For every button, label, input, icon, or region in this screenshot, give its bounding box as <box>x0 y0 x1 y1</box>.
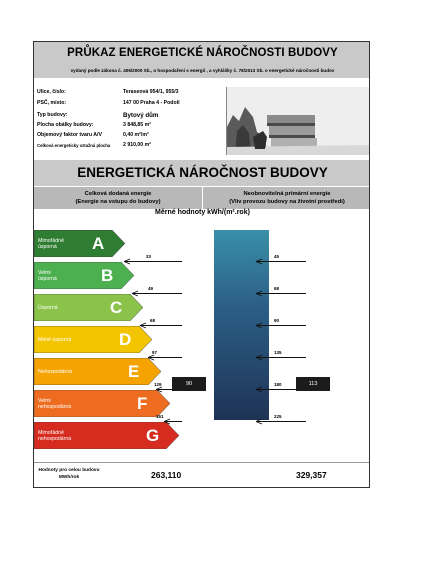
right-scale-value: 225 <box>274 413 282 419</box>
right-scale-arrow <box>256 323 306 328</box>
energy-class-letter: B <box>101 266 114 285</box>
energy-class-label: Velmi nehospodárná <box>38 398 72 410</box>
certificate-title: PRŮKAZ ENERGETICKÉ NÁROČNOSTI BUDOVY <box>34 42 370 64</box>
left-scale-value: 49 <box>148 285 154 291</box>
energy-class-letter: C <box>110 298 123 317</box>
right-column-header: Neobnovitelná primární energie (Vliv provozu budovy na životní prostředí) <box>203 187 370 209</box>
right-scale-value: 45 <box>274 253 280 259</box>
certificate-subtitle: vydaný podle zákona č. 406/2000 Sb., o hospodaření s energií , a vyhlášky č. 78/2013 Sb. o energetické náročnosti budov <box>34 64 370 78</box>
totals-label: Hodnoty pro celou budovu MWh/rok <box>38 468 100 480</box>
right-scale-value: 180 <box>274 381 282 387</box>
total-primary-energy: 329,357 <box>296 470 327 480</box>
energy-class-letter: A <box>92 234 105 253</box>
left-column-header: Celková dodaná energie (Energie na vstupu do budovy) <box>34 187 202 209</box>
left-scale-arrow <box>148 355 182 360</box>
left-scale-value: 33 <box>146 253 152 259</box>
building-photo <box>226 87 370 155</box>
left-scale-arrow <box>132 291 182 296</box>
energy-class-letter: G <box>146 426 160 445</box>
left-scale-value: 68 <box>150 317 156 323</box>
energy-class-label: Mimořádně nehospodárná <box>38 430 72 442</box>
left-scale-value: 129 <box>154 381 162 387</box>
energy-class-letter: D <box>119 330 132 349</box>
left-scale-value: 97 <box>152 349 158 355</box>
energy-class-label: Nehospodárná <box>38 369 73 375</box>
right-value-marker: 113 <box>296 377 330 391</box>
energy-class-label: Mimořádně úsporná <box>38 238 64 250</box>
energy-class-letter: E <box>128 362 140 381</box>
section-title: ENERGETICKÁ NÁROČNOST BUDOVY <box>34 160 370 186</box>
left-scale-arrow <box>124 259 182 264</box>
left-scale-arrow <box>140 323 182 328</box>
building-totals <box>34 462 370 488</box>
right-scale-value: 135 <box>274 349 282 355</box>
units-label: Měrné hodnoty kWh/(m².rok) <box>155 209 250 216</box>
energy-class-label: Úsporná <box>38 305 58 311</box>
energy-scale-area <box>34 220 370 462</box>
right-scale-value: 68 <box>274 285 280 291</box>
left-value-marker: 90 <box>172 377 206 391</box>
energy-certificate <box>33 41 370 488</box>
right-scale-arrow <box>256 355 306 360</box>
building-info: Ulice, číslo: Teraseová 954/1, 955/3 PSČ, místo: 147 00 Praha 4 - Podolí Typ budovy: Bytový dům Plocha obálky budovy: 3 848,85 m² Objemový faktor tvaru A/V 0,40 m²/m³ Celková energeticky vztažná plocha 2 910,00 m² <box>37 89 180 148</box>
energy-class-letter: F <box>137 394 148 413</box>
scale-markers <box>34 220 370 462</box>
left-scale-value: 161 <box>156 413 164 419</box>
building-photo-image <box>227 87 370 155</box>
right-scale-arrow <box>256 291 306 296</box>
left-scale-arrow <box>164 419 182 424</box>
energy-class-label: Velmi úsporná <box>38 270 57 282</box>
right-scale-value: 90 <box>274 317 280 323</box>
energy-class-label: Méně úsporná <box>38 337 72 343</box>
right-scale-arrow <box>256 259 306 264</box>
right-scale-arrow <box>256 419 306 424</box>
total-delivered-energy: 263,110 <box>151 470 182 480</box>
